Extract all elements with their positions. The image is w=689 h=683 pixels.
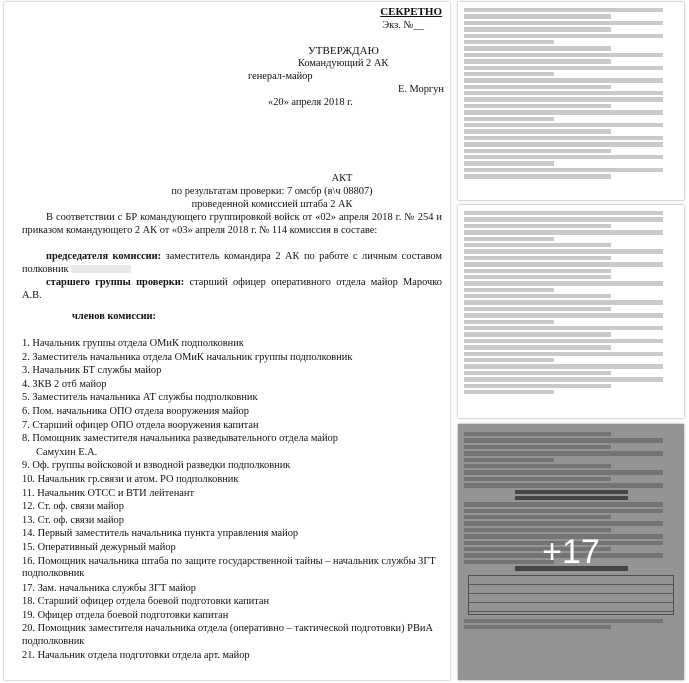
- approver-position: Командующий 2 АК: [298, 58, 389, 69]
- chairman-label: председателя комиссии:: [46, 251, 162, 262]
- list-item: 9. Оф. группы войсковой и взводной разведки подполковник: [22, 460, 291, 472]
- members-heading: членов комиссии:: [72, 311, 157, 322]
- thumbnail-page-2[interactable]: [458, 205, 684, 418]
- list-item: 17. Зам. начальника службы ЗГТ майор: [22, 582, 196, 594]
- thumbnail-text: [458, 205, 684, 394]
- list-item: 19. Офицер отдела боевой подготовки капитан: [22, 609, 229, 621]
- list-item: 6. Пом. начальника ОПО отдела вооружения майор: [22, 405, 249, 417]
- list-item: 5. Заместитель начальника АТ службы подполковник: [22, 392, 258, 404]
- act-subtitle-1: по результатам проверки: 7 омсбр (в\ч 08807): [171, 186, 373, 197]
- thumbnail-text: [458, 2, 684, 179]
- redaction-mark: [71, 265, 131, 273]
- more-pages-count: +17: [542, 532, 600, 571]
- list-item: 4. ЗКВ 2 отб майор: [22, 378, 107, 390]
- senior-paragraph: [22, 277, 442, 302]
- approver-name: Е. Моргун: [398, 84, 444, 95]
- chairman-text: заместитель командира 2 АК по работе с личным составом полковник: [22, 251, 442, 275]
- approve-heading: УТВЕРЖДАЮ: [308, 45, 379, 57]
- more-pages-overlay[interactable]: [458, 424, 684, 680]
- thumbnail-page-3[interactable]: [458, 424, 684, 680]
- list-item: 10. Начальник гр.связи и атом. РО подполковник: [22, 473, 239, 485]
- act-title: АКТ: [331, 173, 353, 184]
- list-item: 7. Старший офицер ОПО отдела вооружения капитан: [22, 419, 259, 431]
- list-item: 20. Помощник заместителя начальника отдела (оперативно – тактической подготовки) РВиА подполковник: [22, 623, 433, 647]
- approval-date: «20» апреля 2018 г.: [268, 97, 353, 108]
- approval-block: [248, 45, 448, 110]
- list-item: 1. Начальник группы отдела ОМиК подполковник: [22, 338, 244, 349]
- list-item: 12. Ст. оф. связи майор: [22, 501, 124, 513]
- list-item: 11. Начальник ОТСС и ВТИ лейтенант: [22, 487, 195, 499]
- act-subtitle-2: проведенной комиссией штаба 2 АК: [191, 199, 353, 210]
- senior-text: старший офицер оперативного отдела майор Марочко А.В.: [22, 277, 442, 301]
- approver-rank: генерал-майор: [248, 71, 313, 82]
- intro-paragraph: В соответствии с БР командующего группировкой войск от «02» апреля 2018 г. № 254 и приказом командующего 2 АК от «03» апреля 2018 г. № 114 комиссия в составе:: [22, 212, 442, 236]
- copy-number: Экз. №__: [382, 20, 424, 31]
- list-item: 21. Начальник отдела подготовки отдела арт. майор: [22, 650, 250, 662]
- members-list: [22, 338, 450, 664]
- list-item: 13. Ст. оф. связи майор: [22, 514, 124, 526]
- thumbnail-page-1[interactable]: [458, 2, 684, 200]
- chairman-paragraph: [22, 251, 442, 276]
- list-item: 2. Заместитель начальника отдела ОМиК начальник группы подполковник: [22, 351, 353, 363]
- list-item: 16. Помощник начальника штаба по защите государственной тайны – начальник службы ЗГТ подполковник: [22, 555, 436, 580]
- secret-stamp: СЕКРЕТНО: [380, 6, 442, 18]
- list-item: 3. Начальник БТ службы майор: [22, 365, 162, 377]
- senior-label: старшего группы проверки:: [46, 277, 185, 288]
- list-item: 8. Помощник заместителя начальника разведывательного отдела майор: [22, 433, 338, 445]
- document-page-main[interactable]: [4, 2, 450, 680]
- list-item: 15. Оперативный дежурный майор: [22, 541, 176, 553]
- list-item: 18. Старший офицер отдела боевой подготовки капитан: [22, 596, 270, 608]
- list-item: 14. Первый заместитель начальника пункта управления майор: [22, 528, 299, 540]
- list-item: Самухин Е.А.: [36, 446, 98, 458]
